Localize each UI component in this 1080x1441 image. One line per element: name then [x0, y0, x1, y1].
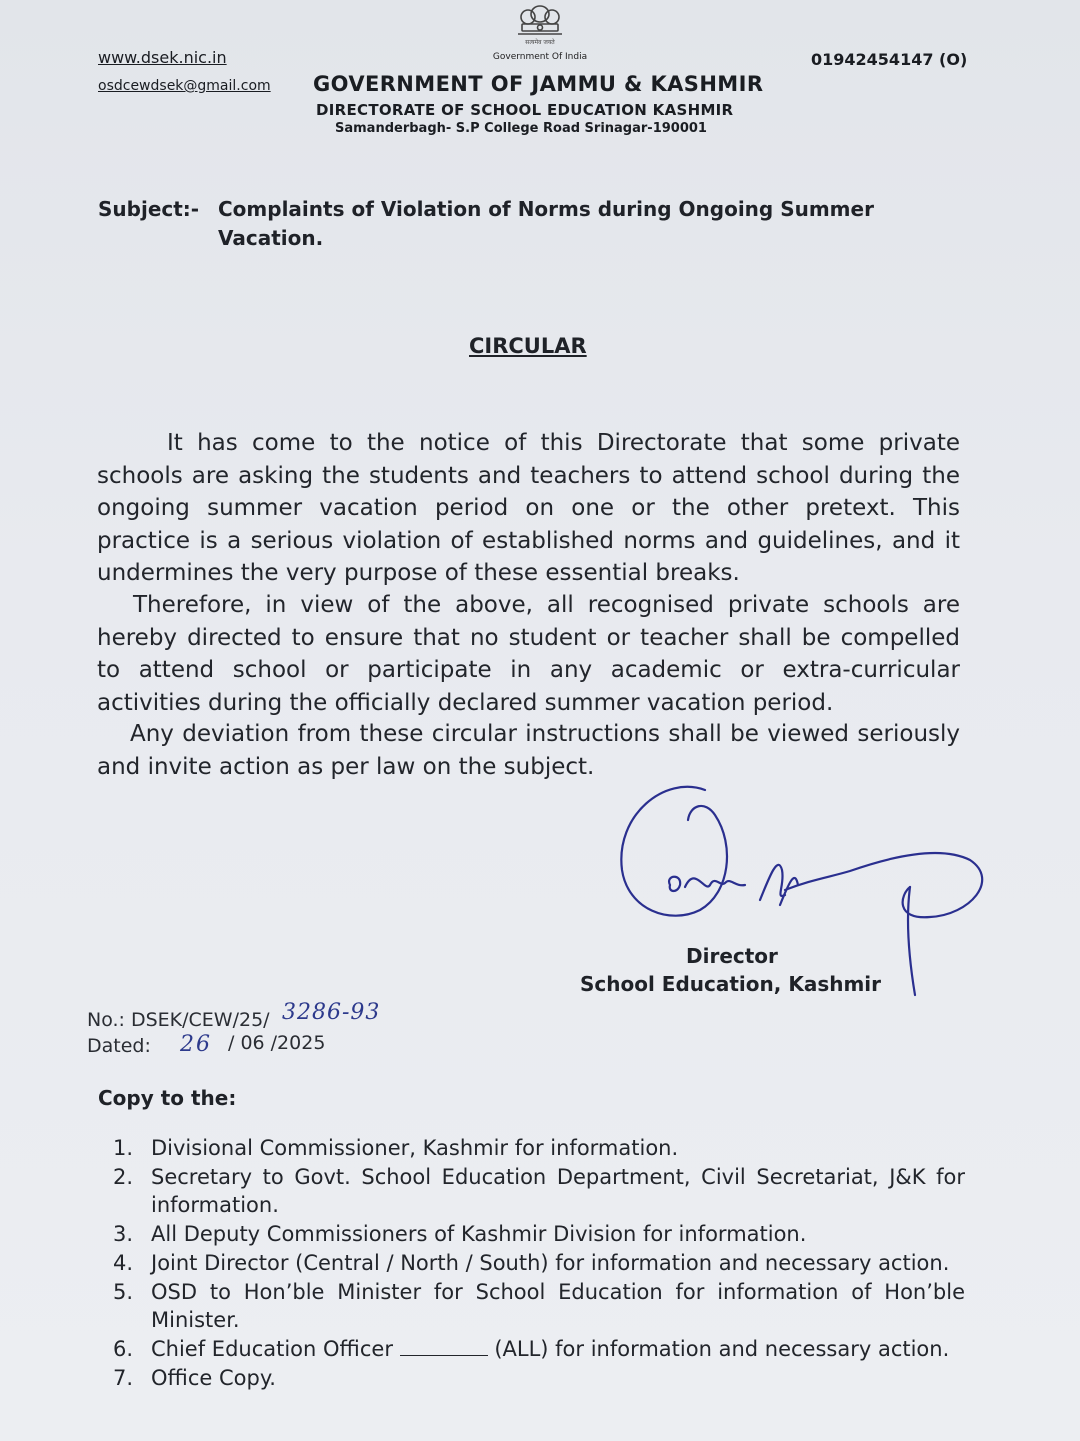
list-item [113, 1278, 965, 1334]
office-phone: 01942454147 (O) [811, 50, 968, 69]
handwritten-signature [610, 775, 1000, 1005]
subject-text: Complaints of Violation of Norms during Ongoing Summer Vacation. [218, 197, 874, 250]
body-paragraph-1: It has come to the notice of this Directorate that some private schools are asking the students and teachers to attend school during the ongoing summer vacation period on one or the other pretext. This practice is a serious violation of established norms and guidelines, and it undermines the very purpose of these essential breaks. [97, 430, 960, 586]
list-item [113, 1364, 965, 1392]
list-item-number: 3. [113, 1222, 134, 1246]
dated-month-year: / 06 /2025 [228, 1032, 326, 1054]
list-item-number: 4. [113, 1251, 134, 1275]
subject-label: Subject:- [98, 197, 200, 221]
list-item-text: Chief Education Officer [151, 1337, 393, 1361]
list-item-text: All Deputy Commissioners of Kashmir Division for information. [151, 1222, 807, 1246]
emblem-label: Government Of India [492, 52, 588, 62]
list-item [113, 1220, 965, 1248]
list-item-text: OSD to Hon’ble Minister for School Education for information of Hon’ble Minister. [151, 1280, 965, 1332]
copy-to-heading: Copy to the: [98, 1086, 237, 1110]
list-item-number: 2. [113, 1165, 134, 1189]
website-link[interactable]: www.dsek.nic.in [98, 48, 227, 67]
reference-number-handwritten: 3286-93 [282, 1000, 381, 1025]
list-item [113, 1249, 965, 1277]
document-heading: CIRCULAR [469, 334, 587, 358]
signatory-organisation: School Education, Kashmir [580, 972, 882, 996]
list-item-text: Divisional Commissioner, Kashmir for information. [151, 1136, 679, 1160]
list-item-number: 6. [113, 1337, 134, 1361]
body-paragraph-2: Therefore, in view of the above, all recognised private schools are hereby directed to ensure that no student or teacher shall be compelled to attend school or participate in any academic or extra-curricular activities during the officially declared summer vacation period. [97, 592, 960, 716]
government-name: GOVERNMENT OF JAMMU & KASHMIR [313, 72, 764, 96]
directorate-name: DIRECTORATE OF SCHOOL EDUCATION KASHMIR [316, 101, 734, 119]
list-item-number: 1. [113, 1136, 134, 1160]
body-paragraph-3: Any deviation from these circular instructions shall be viewed seriously and invite action as per law on the subject. [97, 721, 960, 780]
blank-fill-line [400, 1337, 488, 1356]
list-item-text: Joint Director (Central / North / South) for information and necessary action. [151, 1251, 950, 1275]
list-item-text: (ALL) for information and necessary action. [494, 1337, 950, 1361]
list-item-text: Secretary to Govt. School Education Department, Civil Secretariat, J&K for information. [151, 1165, 965, 1217]
signatory-title: Director [686, 944, 778, 968]
email-link[interactable]: osdcewdsek@gmail.com [98, 78, 271, 94]
list-item [113, 1134, 965, 1162]
dated-label: Dated: [87, 1035, 151, 1057]
copy-to-list [113, 1134, 965, 1393]
list-item [113, 1163, 965, 1219]
dated-day-handwritten: 26 [180, 1032, 212, 1057]
list-item [113, 1335, 965, 1363]
list-item-text: Office Copy. [151, 1366, 276, 1390]
list-item-number: 5. [113, 1280, 134, 1304]
emblem-caption: सत्यमेव जयते [525, 39, 555, 46]
office-address: Samanderbagh- S.P College Road Srinagar-190001 [335, 121, 707, 136]
list-item-number: 7. [113, 1366, 134, 1390]
reference-number-label: No.: DSEK/CEW/25/ [87, 1009, 270, 1031]
